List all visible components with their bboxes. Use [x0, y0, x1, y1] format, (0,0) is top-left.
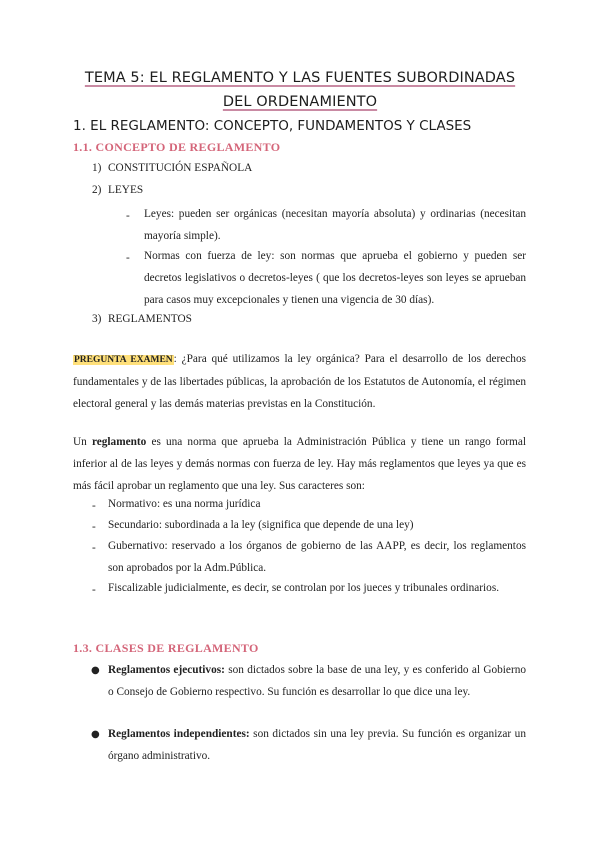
list-item-reglamentos: REGLAMENTOS — [108, 313, 192, 325]
dash-bullet: - — [92, 521, 96, 533]
dash-bullet: - — [92, 584, 96, 596]
bullet-dot: ● — [91, 729, 100, 740]
dash-bullet: - — [126, 252, 130, 264]
exam-question-text: : ¿Para qué utilizamos la ley orgánica? Para el desarrollo de los derechos fundamentales y de las libertades públicas, la aprobación de los Estatutos de Autonomía, el régimen electoral general y las demás materias previstas en la Constitución. — [73, 353, 527, 410]
caracter-item-gubernativo: Gubernativo: reservado a los órganos de gobierno de las AAPP, es decir, los reglamentos son aprobados por la Adm.Pública. — [108, 540, 526, 574]
dash-bullet: - — [92, 500, 96, 512]
section-heading: 1. EL REGLAMENTO: CONCEPTO, FUNDAMENTOS Y CLASES — [73, 118, 472, 134]
clase-item-ejecutivos — [108, 659, 526, 703]
clase-term: Reglamentos ejecutivos: — [108, 664, 225, 676]
definition-term: reglamento — [91, 436, 147, 448]
caracter-item-normativo: Normativo: es una norma jurídica — [108, 498, 261, 510]
subsection-heading-clases: 1.3. CLASES DE REGLAMENTO — [73, 641, 259, 655]
caracter-item-secundario: Secundario: subordinada a la ley (significa que depende de una ley) — [108, 519, 414, 531]
list-item-constitucion: CONSTITUCIÓN ESPAÑOLA — [108, 162, 253, 174]
clase-text: son dictados sin una ley previa. Su función es organizar un órgano administrativo. — [108, 728, 526, 762]
clase-item-independientes — [108, 723, 526, 767]
caracter-item-fiscalizable: Fiscalizable judicialmente, es decir, se controlan por los jueces y tribunales ordinarios. — [108, 582, 500, 594]
subsection-heading-concepto: 1.1. CONCEPTO DE REGLAMENTO — [73, 140, 281, 154]
list-number: 3) — [92, 313, 102, 325]
clase-text: son dictados sobre la base de una ley, y es conferido al Gobierno o Consejo de Gobierno respectivo. Su función es desarrollar lo que dice una ley. — [108, 664, 527, 698]
definition-text: es una norma que aprueba la Administración Pública y tiene un rango formal inferior al de las leyes y demás normas con fuerza de ley. Hay más reglamentos que leyes ya que es más fácil aprobar un reglamento que una ley. Sus caracteres son: — [73, 436, 526, 492]
leyes-item-leyes: Leyes: pueden ser orgánicas (necesitan mayoría absoluta) y ordinarias (necesitan mayoría simple). — [144, 208, 526, 242]
exam-question-highlight: PREGUNTA EXAMEN — [74, 355, 173, 365]
list-item-leyes: LEYES — [108, 184, 144, 196]
bullet-dot: ● — [91, 665, 100, 676]
leyes-item-normas: Normas con fuerza de ley: son normas que aprueba el gobierno y pueden ser decretos legislativos o decretos-leyes ( que los decretos-leyes son leyes se aprueban para casos muy excepcionales y tienen una vigencia de 30 días). — [144, 250, 526, 306]
definition-prefix: Un — [73, 436, 92, 448]
clase-term: Reglamentos independientes: — [108, 728, 250, 740]
definition-paragraph — [73, 431, 526, 497]
document-title-line2: DEL ORDENAMIENTO — [222, 94, 378, 110]
dash-bullet: - — [92, 542, 96, 554]
dash-bullet: - — [126, 210, 130, 222]
list-number: 2) — [92, 184, 102, 196]
document-title-line1: TEMA 5: EL REGLAMENTO Y LAS FUENTES SUBORDINADAS — [84, 70, 516, 86]
exam-question-paragraph — [73, 348, 526, 415]
list-number: 1) — [92, 162, 102, 174]
